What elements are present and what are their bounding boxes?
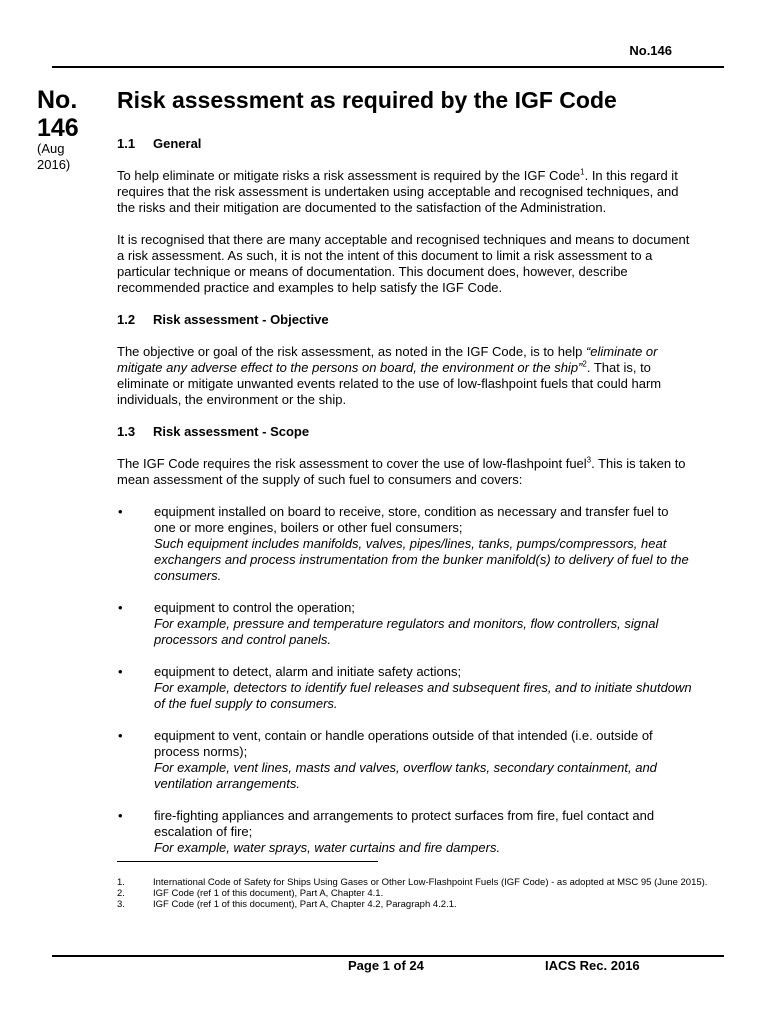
bullet-item <box>117 728 692 792</box>
bullet-icon: • <box>118 728 123 743</box>
section-number: 1.2 <box>117 312 136 327</box>
section-number: 1.1 <box>117 136 136 151</box>
footnote-number: 3. <box>117 899 125 910</box>
paragraph-objective: The objective or goal of the risk assessment, as noted in the IGF Code, is to help “eliminate or mitigate any adverse effect to the persons on board, the environment or the ship”$^2$. That is, to eliminate or mitigate unwanted events related to the use of low-flashpoint fuels that could harm individuals, the environment or the ship. <box>117 344 662 407</box>
side-no-value: 146 <box>37 114 79 142</box>
section-heading-general <box>117 136 692 152</box>
footnote-text: IGF Code (ref 1 of this document), Part A, Chapter 4.2, Paragraph 4.2.1. <box>153 899 457 910</box>
document-reference: IACS Rec. 2016 <box>545 958 640 973</box>
section-title: General <box>153 136 202 151</box>
page-number: Page 1 of 24 <box>348 958 424 973</box>
section-number: 1.3 <box>117 424 136 439</box>
footnote-number: 2. <box>117 888 125 899</box>
footnote-number: 1. <box>117 877 125 888</box>
page-title: Risk assessment as required by the IGF Code <box>117 87 617 113</box>
side-date-line2: 2016) <box>37 157 71 172</box>
section-heading-scope <box>117 424 692 440</box>
document-body <box>117 136 692 856</box>
bullet-example: Such equipment includes manifolds, valves, pipes/lines, tanks, pumps/compressors, heat exchangers and process instrumentation from the bunker manifold(s) to delivery of fuel to the consumers. <box>154 536 689 583</box>
bullet-icon: • <box>118 600 123 615</box>
header-doc-number: No.146 <box>629 43 672 58</box>
bullet-example: For example, pressure and temperature regulators and monitors, flow controllers, signal processors and control panels. <box>154 616 659 647</box>
footnote-text: IGF Code (ref 1 of this document), Part A, Chapter 4.1. <box>153 888 384 899</box>
section-heading-objective <box>117 312 692 328</box>
paragraph-scope: The IGF Code requires the risk assessment to cover the use of low-flashpoint fuel$^3$. This is taken to mean assessment of the supply of such fuel to consumers and covers: <box>117 455 686 487</box>
footnotes <box>117 877 717 910</box>
section-title: Risk assessment - Scope <box>153 424 310 439</box>
bullet-example: For example, vent lines, masts and valves, overflow tanks, secondary containment, and ventilation arrangements. <box>154 760 657 791</box>
side-number <box>37 86 79 142</box>
bullet-text: equipment to detect, alarm and initiate safety actions; <box>154 664 462 679</box>
footnote-ref[interactable]: 1 <box>580 167 585 177</box>
section-title: Risk assessment - Objective <box>153 312 329 327</box>
bullet-icon: • <box>118 504 123 519</box>
bullet-icon: • <box>118 808 123 823</box>
footnote <box>117 888 717 899</box>
footnote <box>117 899 717 910</box>
footer-rule <box>52 955 724 957</box>
header-rule <box>52 66 724 68</box>
bullet-item <box>117 504 692 584</box>
side-date <box>37 141 70 173</box>
paragraph-general-1: To help eliminate or mitigate risks a risk assessment is required by the IGF Code$^1$. In this regard it requires that the risk assessment is undertaken using acceptable and recognised techniques, and the risks and their mitigation are documented to the satisfaction of the Administration. <box>117 167 679 215</box>
footnote-text: International Code of Safety for Ships Using Gases or Other Low-Flashpoint Fuels (IGF Code) - as adopted at MSC 95 (June 2015). <box>153 877 708 888</box>
bullet-text: fire-fighting appliances and arrangements to protect surfaces from fire, fuel contact and escalation of fire; <box>154 808 655 839</box>
bullet-item <box>117 808 692 856</box>
bullet-icon: • <box>118 664 123 679</box>
footnote-rule <box>117 861 378 862</box>
footnote-ref[interactable]: 3 <box>586 455 592 465</box>
bullet-item <box>117 600 692 648</box>
side-no-label: No. <box>37 86 78 114</box>
bullet-text: equipment to vent, contain or handle operations outside of that intended (i.e. outside of process norms); <box>154 728 653 759</box>
footnote-ref[interactable]: 2 <box>582 359 587 369</box>
bullet-example: For example, water sprays, water curtains and fire dampers. <box>154 840 501 855</box>
bullet-text: equipment installed on board to receive, store, condition as necessary and transfer fuel to one or more engines, boilers or other fuel consumers; <box>154 504 669 535</box>
bullet-example: For example, detectors to identify fuel releases and subsequent fires, and to initiate shutdown of the fuel supply to consumers. <box>154 680 692 711</box>
bullet-text: equipment to control the operation; <box>154 600 355 615</box>
side-date-line1: (Aug <box>37 141 65 156</box>
bullet-item <box>117 664 692 712</box>
footnote <box>117 877 717 888</box>
paragraph-general-2: It is recognised that there are many acceptable and recognised techniques and means to document a risk assessment. As such, it is not the intent of this document to limit a risk assessment to a particular technique or means of documentation. This document does, however, describe recommended practice and examples to help satisfy the IGF Code. <box>117 232 690 295</box>
